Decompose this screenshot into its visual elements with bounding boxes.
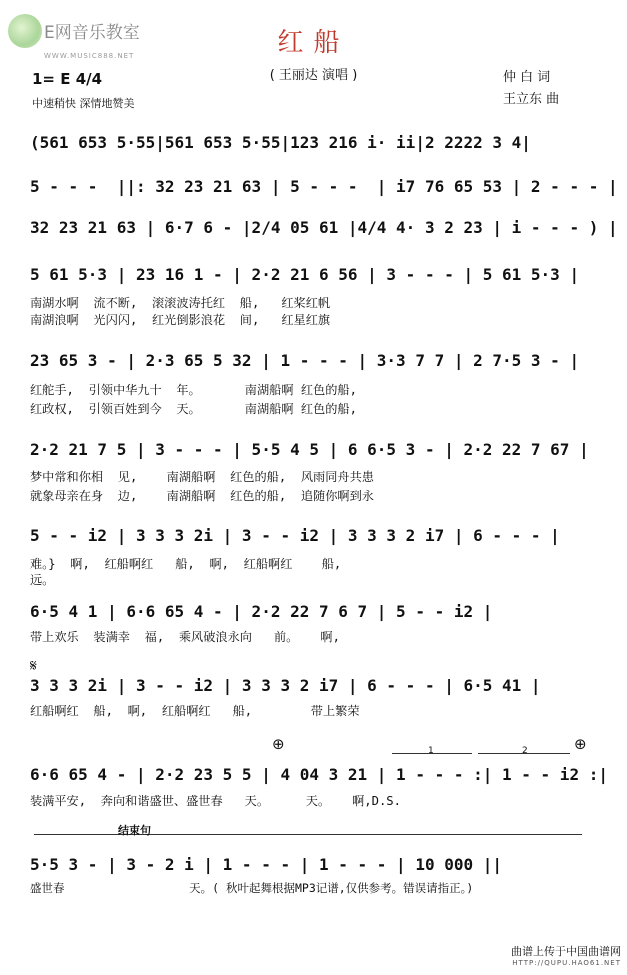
composer-credit: 王立东 曲 [503,92,560,107]
lyric-verse-1: 盛世春 天。( 秋叶起舞根据MP3记谱,仅供参考。错误请指正。) [30,881,474,895]
lyric-verse-1: 难。} 啊, 红船啊红 船, 啊, 红船啊红 船, [30,557,342,571]
notation-line: 6·5 4 1 | 6·6 65 4 - | 2·2 22 7 6 7 | 5 - - i2 | [30,602,493,621]
lyric-verse-2: 南湖浪啊 光闪闪, 红光倒影浪花 间, 红星红旗 [30,313,331,327]
volta-2-label: 2 [522,746,528,756]
site-name: E网音乐教室 [44,23,140,43]
lyric-verse-2: 就象母亲在身 边, 南湖船啊 红色的船, 追随你啊到永 [30,489,374,503]
lyric-verse-2: 远。 [30,573,55,587]
lyric-verse-1: 带上欢乐 装满幸 福, 乘风破浪永向 前。 啊, [30,630,340,644]
lyric-verse-2: 红政权, 引领百姓到今 天。 南湖船啊 红色的船, [30,402,357,416]
notation-line: 5 - - - ||: 32 23 21 63 | 5 - - - | i7 76 65 53 | 2 - - - | [30,177,618,196]
song-title: 红船 [277,28,350,58]
notation-line: 5 61 5·3 | 23 16 1 - | 2·2 21 6 56 | 3 - - - | 5 61 5·3 | [30,265,580,284]
lyricist-credit: 仲 白 词 [503,70,551,85]
notation-line: 32 23 21 63 | 6·7 6 - |2/4 05 61 |4/4 4· 3 2 23 | i - - - ) | [30,218,618,237]
tempo-marking: 中速稍快 深情地赞美 [32,97,135,110]
footer-url: HTTP://QUPU.HAO61.NET [512,959,621,967]
notation-line: 5·5 3 - | 3 - 2 i | 1 - - - | 1 - - - | 10 000 || [30,855,503,874]
notation-line: 2·2 21 7 5 | 3 - - - | 5·5 4 5 | 6 6·5 3 - | 2·2 22 7 67 | [30,440,589,459]
notation-line: (561 653 5·55|561 653 5·55|123 216 i· ii|2 2222 3 4| [30,133,531,152]
coda-icon: ⊕ [574,735,587,753]
notation-line: 6·6 65 4 - | 2·2 23 5 5 | 4 04 3 21 | 1 - - - :| 1 - - i2 :| [30,765,608,784]
lyric-verse-1: 红舵手, 引领中华九十 年。 南湖船啊 红色的船, [30,383,357,397]
notation-line: 3 3 3 2i | 3 - - i2 | 3 3 3 2 i7 | 6 - - - | 6·5 41 | [30,676,541,695]
key-signature: 1= E 4/4 [32,70,103,88]
lyric-verse-1: 装满平安, 奔向和谐盛世、盛世春 天。 天。 啊,D.S. [30,794,401,808]
singer-credit: ( 王丽达 演唱 ) [269,68,358,83]
lyric-verse-1: 南湖水啊 流不断, 滚滚波涛托红 船, 红桨红帆 [30,296,331,310]
notation-line: 5 - - i2 | 3 3 3 2i | 3 - - i2 | 3 3 3 2 i7 | 6 - - - | [30,526,560,545]
page-footer [511,943,621,967]
lyric-verse-1: 梦中常和你相 见, 南湖船啊 红色的船, 风雨同舟共患 [30,470,374,484]
volta-1-label: 1 [428,746,434,756]
coda-icon: ⊕ [272,735,285,753]
site-url: WWW.MUSIC888.NET [44,52,135,60]
segno-icon: 𝄋 [30,656,37,675]
ending-label: 结束句 [118,824,151,837]
footer-text: 曲谱上传于中国曲谱网 [511,945,621,958]
notation-line: 23 65 3 - | 2·3 65 5 32 | 1 - - - | 3·3 7 7 | 2 7·5 3 - | [30,351,580,370]
lyric-verse-1: 红船啊红 船, 啊, 红船啊红 船, 带上繁荣 [30,704,360,718]
